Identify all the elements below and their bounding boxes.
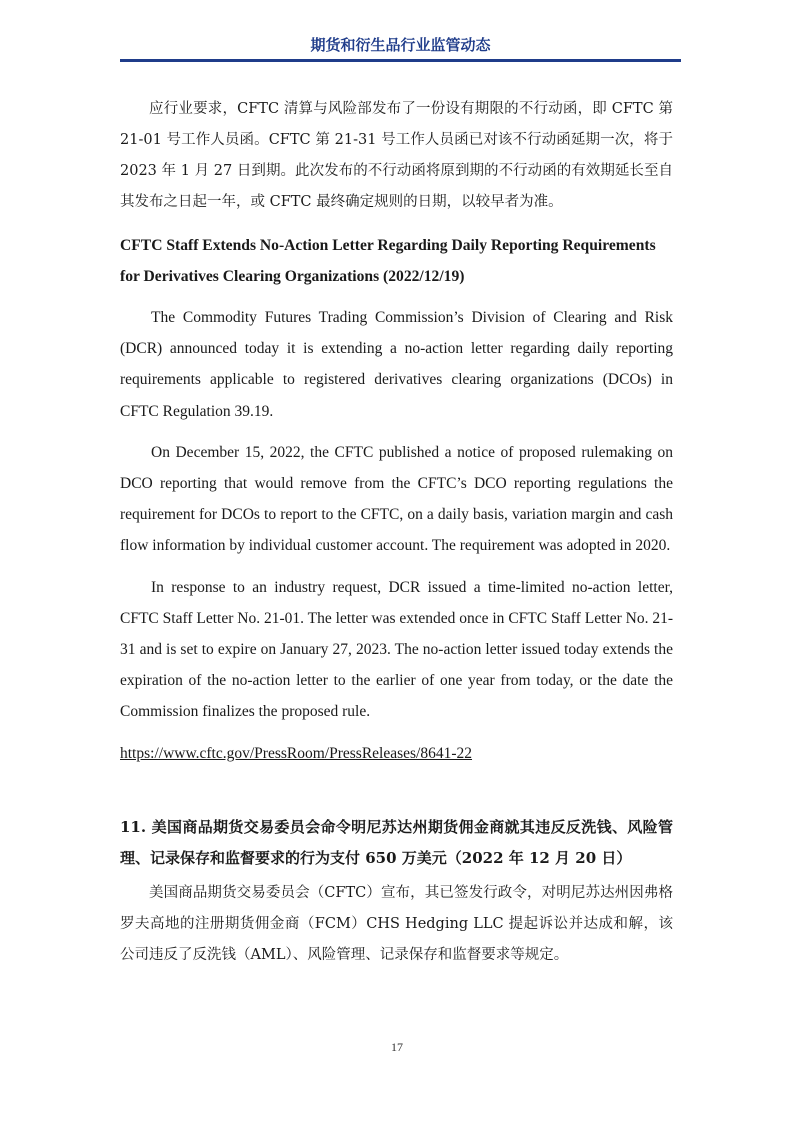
header-rule [120,59,681,62]
paragraph-zh-1: 应行业要求，CFTC 清算与风险部发布了一份设有期限的不行动函，即 CFTC 第 21-01 号工作人员函。CFTC 第 21-31 号工作人员函已对该不行动函延期一次，将于 2023 年 1 月 27 日到期。此次发布的不行动函将原到期的不行动函的有效期延长至自其发布之日起一年，或 CFTC 最终确定规则的日期，以较早者为准。 [120,101,673,210]
section-title-en: CFTC Staff Extends No-Action Letter Regarding Daily Reporting Requirements for Derivatives Clearing Organizations (2022/12/19) [120,237,656,285]
paragraph-en-3: In response to an industry request, DCR issued a time-limited no-action letter, CFTC Staff Letter No. 21-01. The letter was extended once in CFTC Staff Letter No. 21-31 and is set to expire on January 27, 2023. The no-action letter issued today extends the expiration of the no-action letter to the earlier of one year from today, or the date the Commission finalizes the proposed rule. [120,578,673,721]
page-number: 17 [391,1040,403,1054]
section-title-zh: 11. 美国商品期货交易委员会命令明尼苏达州期货佣金商就其违反反洗钱、风险管理、记录保存和监督要求的行为支付 650 万美元（2022 年 12 月 20 日） [120,817,673,867]
source-link[interactable]: https://www.cftc.gov/PressRoom/PressReleases/8641-22 [120,744,473,762]
page-body [120,94,673,971]
running-header: 期货和衍生品行业监管动态 [310,36,491,54]
paragraph-en-2: On December 15, 2022, the CFTC published a notice of proposed rulemaking on DCO reporting that would remove from the CFTC’s DCO reporting regulations the requirement for DCOs to report to the CFTC, on a daily basis, variation margin and cash flow information by individual customer account. The requirement was adopted in 2020. [120,443,673,555]
paragraph-zh-2: 美国商品期货交易委员会（CFTC）宣布，其已签发行政令，对明尼苏达州因弗格罗夫高地的注册期货佣金商（FCM）CHS Hedging LLC 提起诉讼并达成和解，该公司违反了反洗钱（AML）、风险管理、记录保存和监督要求等规定。 [120,884,673,963]
paragraph-en-1: The Commodity Futures Trading Commission’s Division of Clearing and Risk (DCR) announced today it is extending a no-action letter regarding daily reporting requirements applicable to registered derivatives clearing organizations (DCOs) in CFTC Regulation 39.19. [120,309,673,420]
